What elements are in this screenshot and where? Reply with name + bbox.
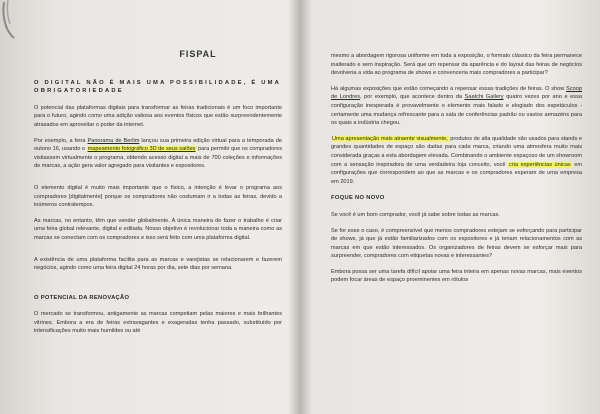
paragraph: Há algumas exposições que estão começando a repensar essas tradições de feiras. O show Scoop de Londres, por exemplo, que acontece dentro da Saatchi Gallery quatro vezes por ano e essa configuração inesperada é provavelmente o elemento mais falado e elogiado dos espetáculos - certamente uma mudança refrescante para a sala de conferências padrão ou vastos armazéns para os quais a indústria chegou. [331, 85, 582, 127]
paragraph: Por exemplo, a feira Panorama de Berlim lançou sua primeira edição virtual para a temporada de outono 16, usando o mapeamento fotográfico 3D de seus salões para permitir que os compradores visitassem virtualmente o programa, obtendo acesso digital a mais de 700 coleções e informações de marcas, a ação gera valor agregado para visitantes e expositores. [34, 137, 282, 170]
section-heading-renovacao: O POTENCIAL DA RENOVAÇÃO [34, 294, 130, 301]
paragraph: A existência de uma plataforma facilita para as marcas e varejistas se relacionarem e fazerem negócios, agindo como uma feira digital 24 horas por dia, sete dias por semana. [34, 256, 282, 272]
document-title: FISPAL [179, 49, 217, 59]
left-page [20, 0, 282, 414]
paragraph: Se for esse o caso, é compreensível que menos compradores estejam se esforçando para participar de shows, já que já estão familiarizados com os expositores e já teriam relacionamentos com as marcas em que estão interessados. Os organizadores de feiras devem se esforçar mais para surpreender, compradores com etiquetas novas e interessantes? [331, 227, 582, 260]
highlight-unique-experiences: cria experiências únicas [509, 161, 571, 168]
paragraph: mesmo a abordagem rigorosa uniforme em toda a exposição, o formato clássico da feira permanece inalterado e sem inspiração. Será que um repensar da aparência e do layout das feiras de negócios devolveria a vida ao programa de shows e convenceria mais compradores a participar? [331, 53, 582, 77]
paragraph: O potencial das plataformas digitais para transformar as feiras tradicionais é um foco importante para o futuro, agindo como uma adição valiosa aos eventos físicos que estão surpreendentemente atrasados em aproveitar o poder da internet. [34, 104, 282, 128]
section-heading-foque: FOQUE NO NOVO [331, 195, 385, 202]
section-heading-digital: O DIGITAL NÃO É MAIS UMA POSSIBILIDADE, É UMA OBRIGATORIEDADE [34, 79, 281, 95]
paragraph: O mercado se transformou, antigamente as marcas competiam pelas maiores e mais brilhantes vitrines. Embora a era de feiras extravagantes e exageradas tenha passado, substituído por intensificações muito mais humildes ou até [34, 311, 282, 335]
link-scoop-londres[interactable]: Scoop de Londres [331, 85, 582, 101]
highlight-presentation: Uma apresentação mais atraente visualmente, [332, 135, 448, 142]
paragraph: Se você é um bom comprador, você já sabe sobre todas as marcas. [331, 211, 500, 218]
paragraph: As marcas, no entanto, têm que vender globalmente. A única maneira de fazer o trabalho é criar uma feira global relevante, digital e editada. Nosso objetivo é revolucionar toda a maneira como as marcas se conectam com os compradores e isso será feito com uma plataforma digital. [34, 217, 282, 241]
binder-clip-icon [0, 0, 22, 40]
highlight-3d-mapping[interactable]: mapeamento fotográfico 3D de seus salões [87, 146, 196, 153]
paragraph: Uma apresentação mais atraente visualmente, produtos de alta qualidade são usados para stands e grandes quantidades de espaço são dadas para cada marca, criando uma atmosfera muito mais considerada graças a esta abordagem elevada. Combinando o ambiente espaçoso de um showroom com a sensação inspiradora de uma verdadeira loja conceito, você cria experiências únicas em configurações que correspondem ao que as marcas e os compradores esperam de uma empresa em 2019. [331, 135, 583, 185]
link-saatchi-gallery[interactable]: Saatchi Gallery [464, 94, 504, 101]
right-page [304, 0, 590, 414]
paragraph: Embora possa ser uma tarefa difícil apoiar uma feira inteira em apenas novas marcas, mais eventos podem focar áreas de espaço proeminentes em rótulos [331, 268, 582, 284]
paragraph: O elemento digital é muito mais importante que o físico, a intenção é levar o programa aos compradores [digitalmente] porque os compradores não costumam ir a todas as feiras, devido a inúmeros contratempos. [34, 184, 282, 209]
highlighted-link-panorama-berlim[interactable]: Panorama de Berlim [87, 137, 140, 144]
